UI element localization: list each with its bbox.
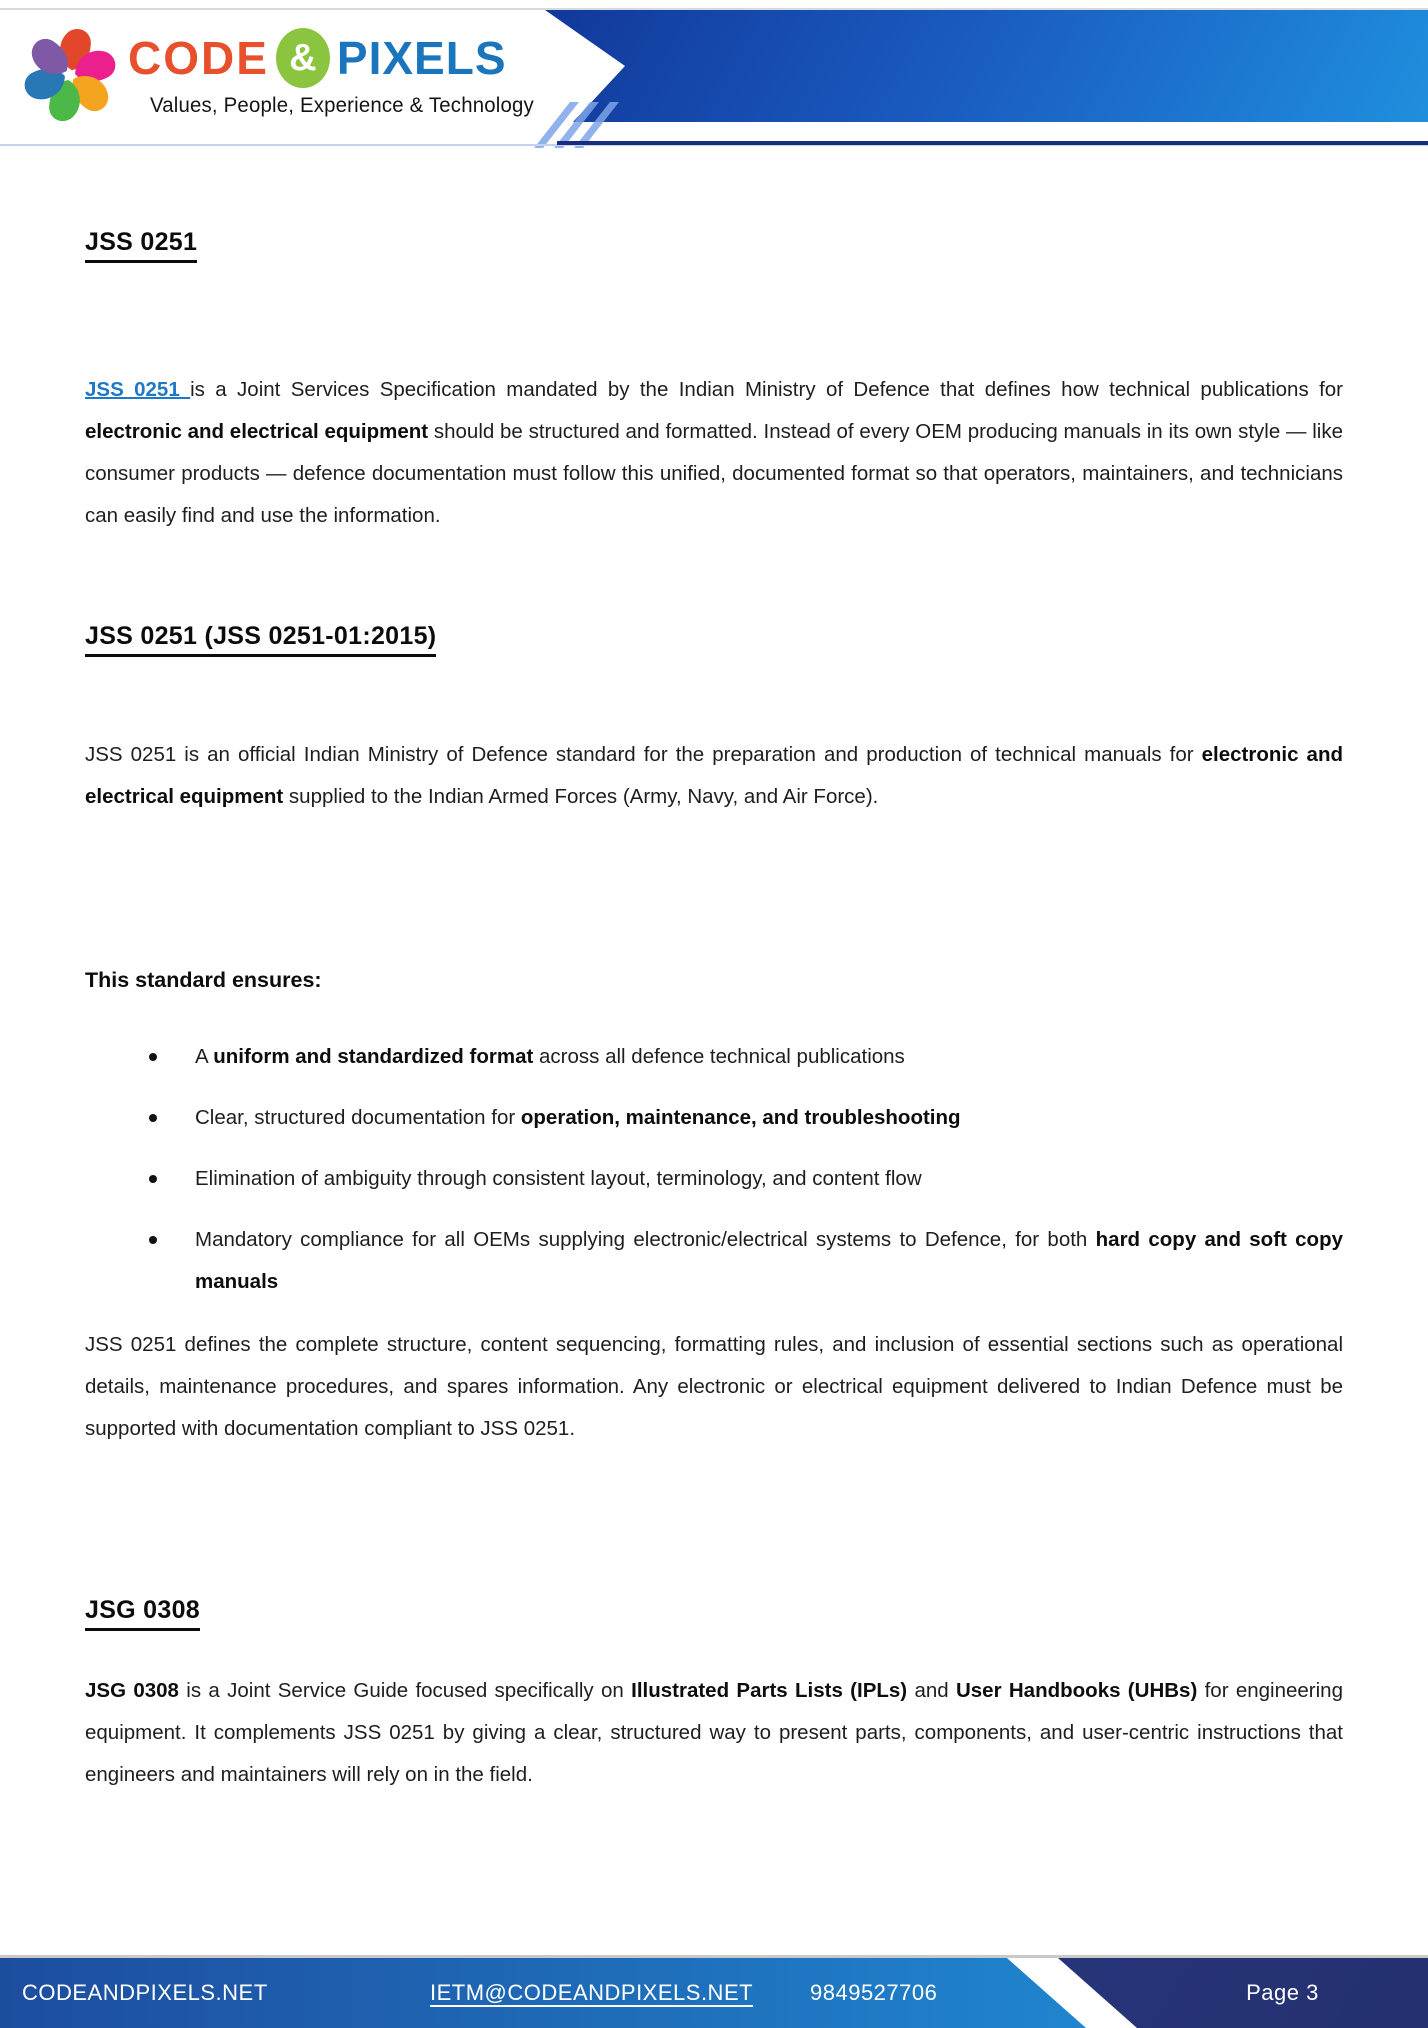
footer-bar	[0, 1958, 1428, 2028]
footer-page-number: Page 3	[1246, 1980, 1319, 2005]
logo-ampersand-badge: &	[276, 28, 330, 88]
logo-word-pixels: PIXELS	[336, 32, 507, 84]
logo-text-block	[128, 28, 546, 118]
logo-tagline: Values, People, Experience & Technology	[150, 94, 534, 117]
paragraph-jss-0251-defines: JSS 0251 defines the complete structure, content sequencing, formatting rules, and inclusion of essential sections such as operational details, maintenance procedures, and spares information. Any electronic or electrical equipment delivered to Indian Defence must be supported with documentation compliant to JSS 0251.	[85, 1333, 1343, 1440]
header-rule-dark	[557, 141, 1428, 145]
paragraph-jss-0251-intro: JSS 0251 is a Joint Services Specification mandated by the Indian Ministry of Defence that defines how technical publications for electronic and electrical equipment should be structured and formatted. Instead of every OEM producing manuals in its own style — like consumer products — defence documentation must follow this unified, documented format so that operators, maintainers, and technicians can easily find and use the information.	[85, 378, 1344, 527]
paragraph-jss-0251-standard: JSS 0251 is an official Indian Ministry of Defence standard for the preparation and production of technical manuals for electronic and electrical equipment supplied to the Indian Armed Forces (Army, Navy, and Air Force).	[85, 743, 1343, 808]
bullet-item	[85, 1158, 1343, 1200]
paragraph-jsg-0308: JSG 0308 is a Joint Service Guide focused specifically on Illustrated Parts Lists (IPLs) and User Handbooks (UHBs) for engineering equipment. It complements JSS 0251 by giving a clear, structured way to present parts, components, and user-centric instructions that engineers and maintainers will rely on in the field.	[85, 1679, 1343, 1786]
ensures-label: This standard ensures:	[85, 968, 322, 992]
jss-0251-link[interactable]: JSS 0251	[85, 378, 191, 401]
bullet-text: Clear, structured documentation for operation, maintenance, and troubleshooting	[195, 1106, 961, 1129]
footer-website: CODEANDPIXELS.NET	[22, 1980, 268, 2005]
footer-phone: 9849527706	[810, 1980, 938, 2005]
bullet-item	[85, 1097, 1343, 1139]
header-blue-banner	[545, 10, 1428, 122]
bullet-text: Mandatory compliance for all OEMs supplying electronic/electrical systems to Defence, for both hard copy and soft copy manuals	[195, 1228, 1343, 1293]
footer-email-link[interactable]: IETM@CODEANDPIXELS.NET	[430, 1980, 754, 2005]
bullet-text: A uniform and standardized format across all defence technical publications	[195, 1045, 905, 1068]
bullet-list	[85, 1036, 1343, 1322]
logo-word-code: CODE	[128, 32, 269, 84]
section-title-jss-0251: JSS 0251	[85, 228, 197, 263]
section-title-jss-0251-01-2015: JSS 0251 (JSS 0251-01:2015)	[85, 622, 436, 657]
bullet-item	[85, 1036, 1343, 1078]
section-title-jsg-0308: JSG 0308	[85, 1596, 200, 1631]
bullet-text: Elimination of ambiguity through consistent layout, terminology, and content flow	[195, 1167, 922, 1190]
page-footer	[0, 1955, 1428, 2028]
bullet-item	[85, 1219, 1343, 1303]
pinwheel-logo-icon	[16, 20, 124, 126]
header-top-divider	[0, 8, 1428, 10]
